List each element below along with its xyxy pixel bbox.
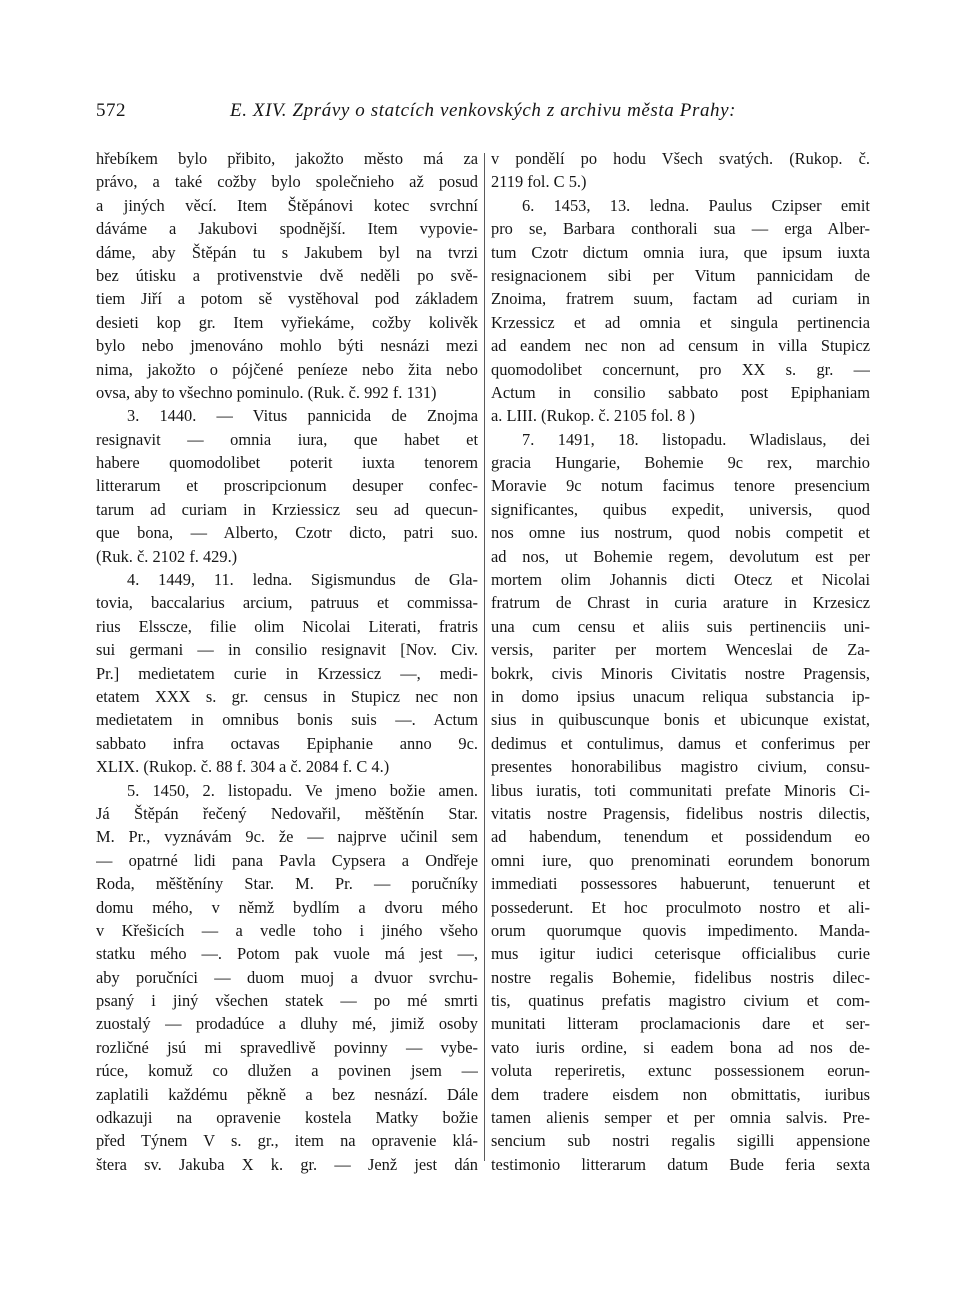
text-line: nostre regalis Bohemie, fidelibus nostris dilec- [491, 967, 870, 987]
text-line: v Křešicích — a vedle toho i jiného všeho [96, 920, 478, 940]
text-line: a. LIII. (Rukop. č. 2105 fol. 8 ) [491, 406, 695, 426]
text-line: psaný i jiný všechen statek — po mé smrti [96, 991, 478, 1011]
text-line: habere quomodolibet poterit iuxta tenorem [96, 453, 478, 473]
text-line: sius in quibuscunque bonis et ubicunque existat, [491, 710, 870, 730]
text-line: Roda, měštěníny Star. M. Pr. — poručníky [96, 874, 478, 894]
text-line: bez útisku a protivenstvie dvě neděli po svě- [96, 265, 478, 285]
text-line: v pondělí po hodu Všech svatých. (Rukop. č. [491, 149, 870, 168]
text-line: statku mého —. Potom pak vuole má jest —, [96, 944, 478, 964]
text-line: quomodolibet concernunt, pro XX s. gr. — [491, 359, 870, 379]
text-line: nima, jakožto o pójčené peníeze nebo žita nebo [96, 359, 478, 379]
text-line: a jiných věcí. Item Štěpánovi kotec svrchní [96, 195, 478, 215]
text-line: tum Czotr dictum omnia iura, que ipsum iuxta [491, 242, 870, 262]
text-line: rúce, komuž co dlužen a povinen jsem — [96, 1061, 478, 1081]
text-line: domu mého, v němž bydlím a dvoru mého [96, 897, 478, 917]
text-line: bylo nebo jmenováno mohlo býti nesnázi mezi [96, 336, 478, 356]
text-line: tamen alienis semper et per omnia salvis. Pre- [491, 1108, 870, 1128]
text-line: mus igitur iudici ceterisque officialibus curie [491, 944, 870, 964]
text-line: Znoima, fratrem suum, factam ad curiam in [491, 289, 870, 309]
text-line: ad habendum, tenendum et possidendum eo [491, 827, 870, 847]
text-line: 5. 1450, 2. listopadu. Ve jmeno božie amen. [127, 780, 478, 800]
text-line: resignavit — omnia iura, que habet et [96, 429, 478, 449]
text-line: štera sv. Jakuba X k. gr. — Jenž jest dán [96, 1154, 478, 1174]
text-line: tarum ad curiam in Krziessicz seu ad quecun- [96, 499, 478, 519]
text-line: ad eandem nec non ad censum in villa Stupicz [491, 336, 870, 356]
text-line: presentes honorabilibus magistro civium, consu- [491, 757, 870, 777]
text-line: Pr.] medietatem curie in Krzessicz —, medi- [96, 663, 478, 683]
text-line: mortem olim Johannis dicti Otecz et Nicolai [491, 570, 870, 590]
text-line: immediati possessores habuerunt, tenuerunt et [491, 874, 870, 894]
text-line: que bona, — Alberto, Czotr dicto, patri suo. [96, 523, 478, 543]
text-line: Moravie 9c notum facimus tenore presencium [491, 476, 870, 496]
text-line: litterarum et proscripcionum desuper confec- [96, 476, 478, 496]
text-line: 3. 1440. — Vitus pannicida de Znojma [127, 406, 478, 426]
text-line: Krzessicz et ad omnia et singula pertinencia [491, 312, 870, 332]
text-line: nos omne ius nostrum, quod nobis competit et [491, 523, 870, 543]
text-line: bokrk, civis Minoris Civitatis nostre Pragensis, [491, 663, 870, 683]
text-line: 7. 1491, 18. listopadu. Wladislaus, dei [522, 429, 870, 449]
text-line: právo, a také cožby bylo společnieho až posud [96, 172, 478, 192]
text-line: aby poručníci — duom muoj a dvuor svrchu- [96, 967, 478, 987]
text-line: sabbato infra octavas Epiphanie anno 9c. [96, 733, 478, 753]
text-line: resignacionem sibi per Vitum pannicidam de [491, 265, 870, 285]
text-line: una cum censu et aliis suis pertinenciis uni- [491, 616, 870, 636]
text-line: possederunt. Et hoc proculmoto nostro et ali- [491, 897, 870, 917]
text-line: dáme, aby Štěpán tu s Jakubem byl na tvrzi [96, 242, 478, 262]
text-line: dáváme a Jakubovi spodnější. Item vypovie- [96, 219, 478, 239]
text-line: tis, quatinus prefatis magistro civium et com- [491, 991, 870, 1011]
text-line: sencium sub nostri regalis sigilli appensione [491, 1131, 870, 1151]
right-text-column [491, 147, 870, 1176]
text-line: vitatis nostre Pragensis, fidelibus nostris dilectis, [491, 803, 870, 823]
text-line: XLIX. (Rukop. č. 88 f. 304 a č. 2084 f. C 4.) [96, 757, 390, 777]
text-line: dedimus et contulimus, damus et conferimus per [491, 733, 870, 753]
text-line: (Ruk. č. 2102 f. 429.) [96, 546, 238, 566]
text-line: libus iuratis, toti communitati prefate Minoris Ci- [491, 780, 870, 800]
text-line: fratrum de Chrast in curia arature in Krzesicz [491, 593, 870, 613]
text-line: M. Pr., vyznávám 9c. že — najprve učinil sem [96, 827, 478, 847]
text-line: gracia Hungarie, Bohemie 9c rex, marchio [491, 453, 870, 473]
text-line: desieti kop gr. Item vyřiekáme, cožby kolivěk [96, 312, 478, 332]
text-line: rozličné jsú mi spravedlivě povinny — vybe- [96, 1037, 478, 1057]
text-line: odkazuji na opravenie kostela Matky božie [96, 1108, 478, 1128]
text-line: omni iure, quo prenominati eorundem bonorum [491, 850, 870, 870]
text-line: tiem Jiří a potom sě vystěhoval pod základem [96, 289, 478, 309]
text-line: 4. 1449, 11. ledna. Sigismundus de Gla- [127, 570, 478, 590]
text-line: in domo ipsius unacum reliqua substancia ip- [491, 686, 870, 706]
text-line: — opatrné lidi pana Pavla Cypsera a Ondřeje [96, 850, 478, 870]
text-line: significantes, quibus expedit, universis, quod [491, 499, 870, 519]
text-line: sui germani — in consilio resignavit [Nov. Civ. [96, 640, 478, 660]
text-line: tovia, baccalarius arcium, patruus et commissa- [96, 593, 478, 613]
page-number: 572 [96, 100, 126, 121]
text-line: pro se, Barbara conthorali sua — erga Alber- [491, 219, 870, 239]
left-text-column [96, 147, 478, 1176]
text-line: dem tradere eisdem non obmittatis, iuribus [491, 1084, 870, 1104]
column-divider [484, 153, 485, 1161]
page-header [96, 100, 876, 130]
text-line: ovsa, aby to všechno pominulo. (Ruk. č. 992 f. 131) [96, 382, 437, 402]
text-line: Actum in consilio sabbato post Epiphaniam [491, 382, 870, 402]
text-line: zaplatili každému pěkně a bez nesnází. Dále [96, 1084, 478, 1104]
text-line: medietatem in omnibus bonis suis —. Actum [96, 710, 478, 730]
text-line: zuostalý — prodadúce a dluhy mé, jimiž osoby [96, 1014, 478, 1034]
text-line: testimonio litterarum datum Bude feria sexta [491, 1154, 870, 1174]
text-line: voluta reperiretis, extunc possessionem eorun- [491, 1061, 870, 1081]
text-line: rius Elsscze, filie olim Nicolai Literati, fratris [96, 616, 478, 636]
text-line: munitati litteram proclamacionis dare et ser- [491, 1014, 870, 1034]
text-line: 6. 1453, 13. ledna. Paulus Czipser emit [522, 195, 870, 215]
text-line: hřebíkem bylo přibito, jakožto město má za [96, 149, 478, 168]
text-line: 2119 fol. C 5.) [491, 172, 587, 192]
text-line: Já Štěpán řečený Nedovařil, měštěnín Star. [96, 803, 478, 823]
text-line: orum quorumque quovis impedimento. Manda- [491, 920, 870, 940]
text-line: etatem XXX s. gr. census in Stupicz nec non [96, 686, 478, 706]
running-title: E. XIV. Zprávy o statcích venkovských z archivu města Prahy: [230, 100, 737, 121]
text-line: versis, pariter per mortem Wenceslai de Za- [491, 640, 870, 660]
text-line: vato iuris ordine, si eadem bona ad nos de- [491, 1037, 870, 1057]
text-line: ad nos, ut Bohemie regem, devolutum est per [491, 546, 870, 566]
text-line: před Týnem V s. gr., item na opravenie klá- [96, 1131, 478, 1151]
